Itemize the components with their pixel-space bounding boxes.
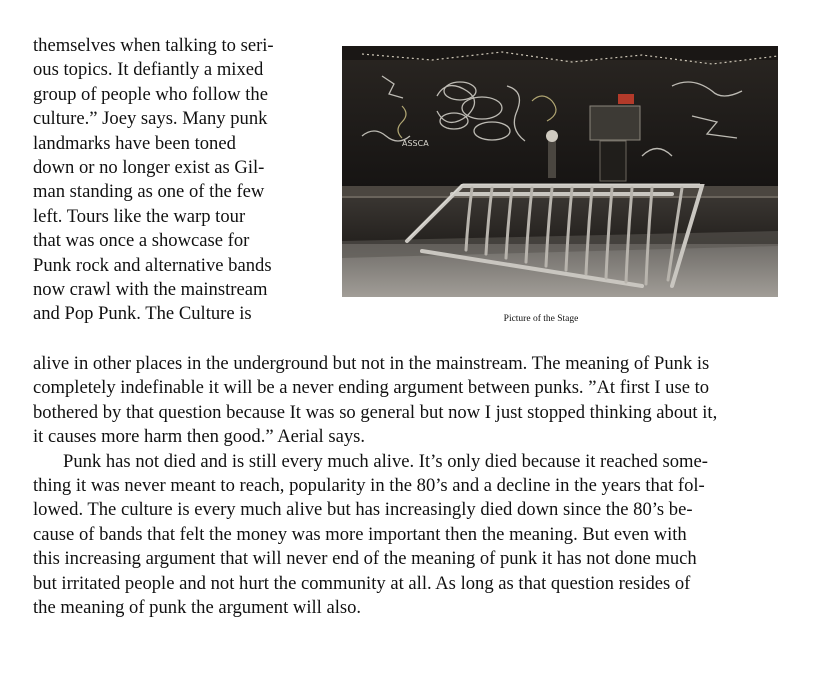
paragraph-line: Punk has not died and is still every much alive. It’s only died because it reached some- <box>63 450 708 472</box>
paragraph-line: this increasing argument that will never end of the meaning of punk it has not done much <box>33 548 697 570</box>
figure-caption: Picture of the Stage <box>503 314 579 324</box>
paragraph-line: thing it was never meant to reach, popularity in the 80’s and a decline in the years that fol- <box>33 474 705 496</box>
stage-photo-illustration <box>342 46 778 297</box>
paragraph-line: but irritated people and not hurt the community at all. As long as that question resides of <box>33 572 691 594</box>
column-line: group of people who follow the <box>33 83 268 105</box>
left-column-text <box>33 34 323 327</box>
column-line: themselves when talking to seri- <box>33 35 274 56</box>
paragraph-line: it causes more harm then good.” Aerial says. <box>33 426 366 448</box>
wall-graffiti-tag: ASSCA <box>402 139 429 148</box>
paragraph-line: completely indefinable it will be a never ending argument between punks. ”At first I use to <box>33 377 710 399</box>
paragraph-line: bothered by that question because It was so general but now I just stopped thinking about it, <box>33 401 718 423</box>
column-line: Punk rock and alternative bands <box>33 254 272 276</box>
column-line: landmarks have been toned <box>33 132 236 154</box>
paragraph-line: alive in other places in the underground but not in the mainstream. The meaning of Punk is <box>33 353 710 374</box>
body-text <box>33 352 795 620</box>
stage-photo <box>342 46 778 297</box>
column-line: that was once a showcase for <box>33 230 250 252</box>
paragraph-line: the meaning of punk the argument will also. <box>33 596 362 618</box>
column-line: down or no longer exist as Gil- <box>33 156 265 178</box>
column-line: man standing as one of the few <box>33 181 265 203</box>
column-line: and Pop Punk. The Culture is <box>33 303 252 325</box>
column-line: ous topics. It defiantly a mixed <box>33 59 264 81</box>
column-line: culture.” Joey says. Many punk <box>33 108 268 130</box>
column-line: left. Tours like the warp tour <box>33 205 246 227</box>
column-line: now crawl with the mainstream <box>33 278 268 300</box>
paragraph-line: cause of bands that felt the money was more important then the meaning. But even with <box>33 523 687 545</box>
paragraph-line: lowed. The culture is every much alive but has increasingly died down since the 80’s be- <box>33 499 693 521</box>
